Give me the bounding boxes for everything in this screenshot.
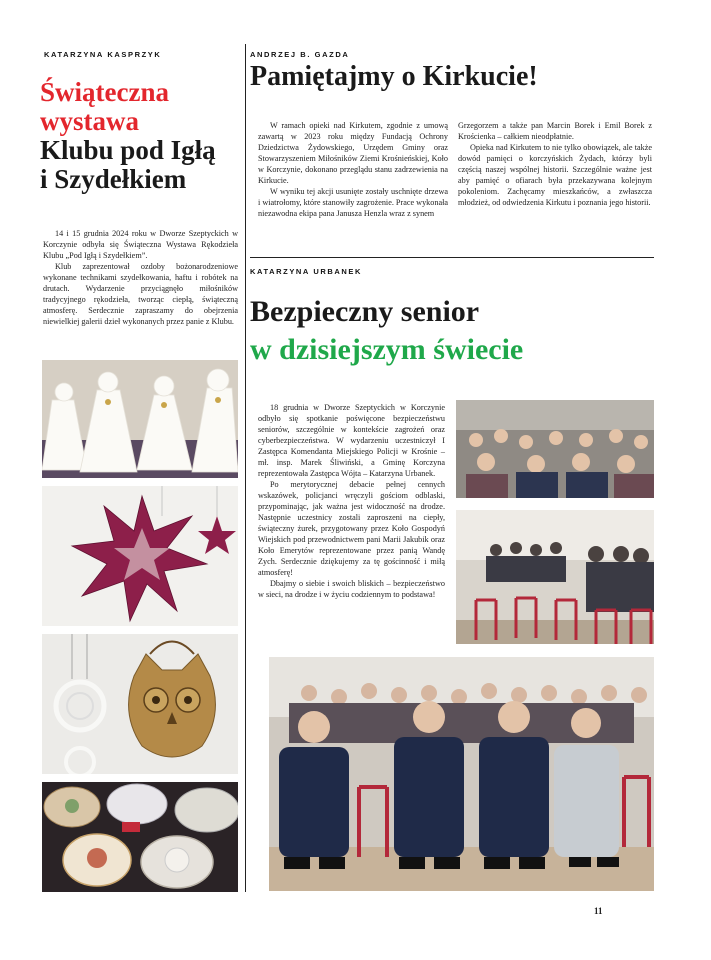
- page-number: 11: [594, 906, 603, 916]
- top-col-2: [458, 120, 652, 208]
- left-title-red-1: Świąteczna: [40, 77, 169, 107]
- top-col2-paragraph-1: Grzegorzem a także pan Marcin Borek i Emil Borek z Krościenka – całkiem nieodpłatnie.: [458, 121, 652, 141]
- photo-macrame-owl: [42, 634, 238, 774]
- top-col1-paragraph-1: W ramach opieki nad Kirkutem, zgodnie z umową zawartą w 2023 roku między Fundacją Ochrony Dziedzictwa Żydowskiego, Urzędem Gminy oraz Stowarzyszeniem Miłośników Ziemi Krośnieńskiej, Koło w Korczynie, dokonano przeglądu stanu zadrzewienia na Kirkucie.: [258, 121, 448, 185]
- bottom-title-black: Bezpieczny senior: [250, 295, 480, 328]
- left-paragraph-2: Klub zaprezentował ozdoby bożonarodzeniowe wykonane technikami szydełkowania, haftu i robótek na drutach. Wydarzenie przyciągnęło miłośników tradycyjnego rękodzieła, tworząc ciepłą, świąteczną atmosferę. Serdecznie zapraszamy do obejrzenia niewielkiej galerii dzieł wykonanych przez panie z Klubu.: [43, 262, 238, 326]
- bottom-title-green: w dzisiejszym świecie: [250, 333, 524, 366]
- left-paragraph-1: 14 i 15 grudnia 2024 roku w Dworze Szeptyckich w Korczynie odbyła się Świąteczna Wystawa Rękodzieła Klubu „Pod Igłą i Szydełkiem”.: [43, 229, 238, 260]
- left-body: [43, 228, 238, 327]
- photo-meeting-front-row: [269, 657, 654, 891]
- left-title-black-2: i Szydełkiem: [40, 164, 187, 195]
- left-author: KATARZYNA KASPRZYK: [44, 50, 162, 59]
- photo-meeting-audience-1: [456, 400, 654, 498]
- top-col1-paragraph-2: W wyniku tej akcji usunięte zostały uschnięte drzewa i wiatrołomy, które stanowiły zagrożenie. Prace wykonała niezawodna ekipa pana Janusza Henzla wraz z synem: [258, 187, 448, 218]
- left-title-black-1: Klubu pod Igłą: [40, 135, 216, 166]
- column-divider: [245, 44, 246, 892]
- top-col-1: [258, 120, 448, 219]
- top-author: ANDRZEJ B. GAZDA: [250, 50, 350, 59]
- bottom-author: KATARZYNA URBANEK: [250, 267, 363, 276]
- left-title-red-2: wystawa: [40, 106, 139, 137]
- article-divider: [250, 257, 654, 258]
- photo-crochet-stars: [42, 486, 238, 626]
- bottom-paragraph-1: 18 grudnia w Dworze Szeptyckich w Korczynie odbyło się spotkanie poświęcone bezpieczeństwu seniorów, szczególnie w kontekście zagrożeń oraz cyberbezpieczeństwa. W wydarzeniu uczestniczył I Zastępca Komendanta Miejskiego Policji w Krośnie – mł. insp. Marek Śliwiński, a Gminę Korczyna reprezentowała Zastępca Wójta – Katarzyna Urbanek.: [258, 403, 445, 478]
- top-title: Pamiętajmy o Kirkucie!: [250, 61, 538, 92]
- bottom-paragraph-3: Dbajmy o siebie i swoich bliskich – bezpieczeństwo w sieci, na drodze i w życiu codziennym to podstawa!: [258, 579, 445, 599]
- bottom-body: [258, 402, 445, 600]
- left-title: [40, 78, 240, 195]
- bottom-paragraph-2: Po merytorycznej debacie pełnej cennych wskazówek, policjanci wręczyli gościom odblaski, przypominając, jak ważna jest widoczność na drodze. Następnie uczestnicy zostali zaproszeni na ciepły, świąteczny żurek, przygotowany przez Koło Gospodyń Wiejskich pod przewodnictwem pani Marii Jakubik oraz Koło Emerytów reprezentowane przez panią Wandę Zych. Serdecznie dziękujemy za tę gościnność i miłą atmosferę!: [258, 480, 445, 577]
- top-col2-paragraph-2: Opieka nad Kirkutem to nie tylko obowiązek, ale także dowód pamięci o korczyńskich Żydach, którzy byli częścią naszej wspólnej historii. Szczególnie ważne jest aby pamięć o ofiarach była przekazywana kolejnym pokoleniom. Zachęcamy mieszkańców, a zwłaszcza młodzież, od odwiedzenia Kirkutu i poznania jego historii.: [458, 143, 652, 207]
- photo-meeting-audience-2: [456, 510, 654, 644]
- photo-decorated-plates: [42, 782, 238, 892]
- photo-crochet-angels: [42, 360, 238, 478]
